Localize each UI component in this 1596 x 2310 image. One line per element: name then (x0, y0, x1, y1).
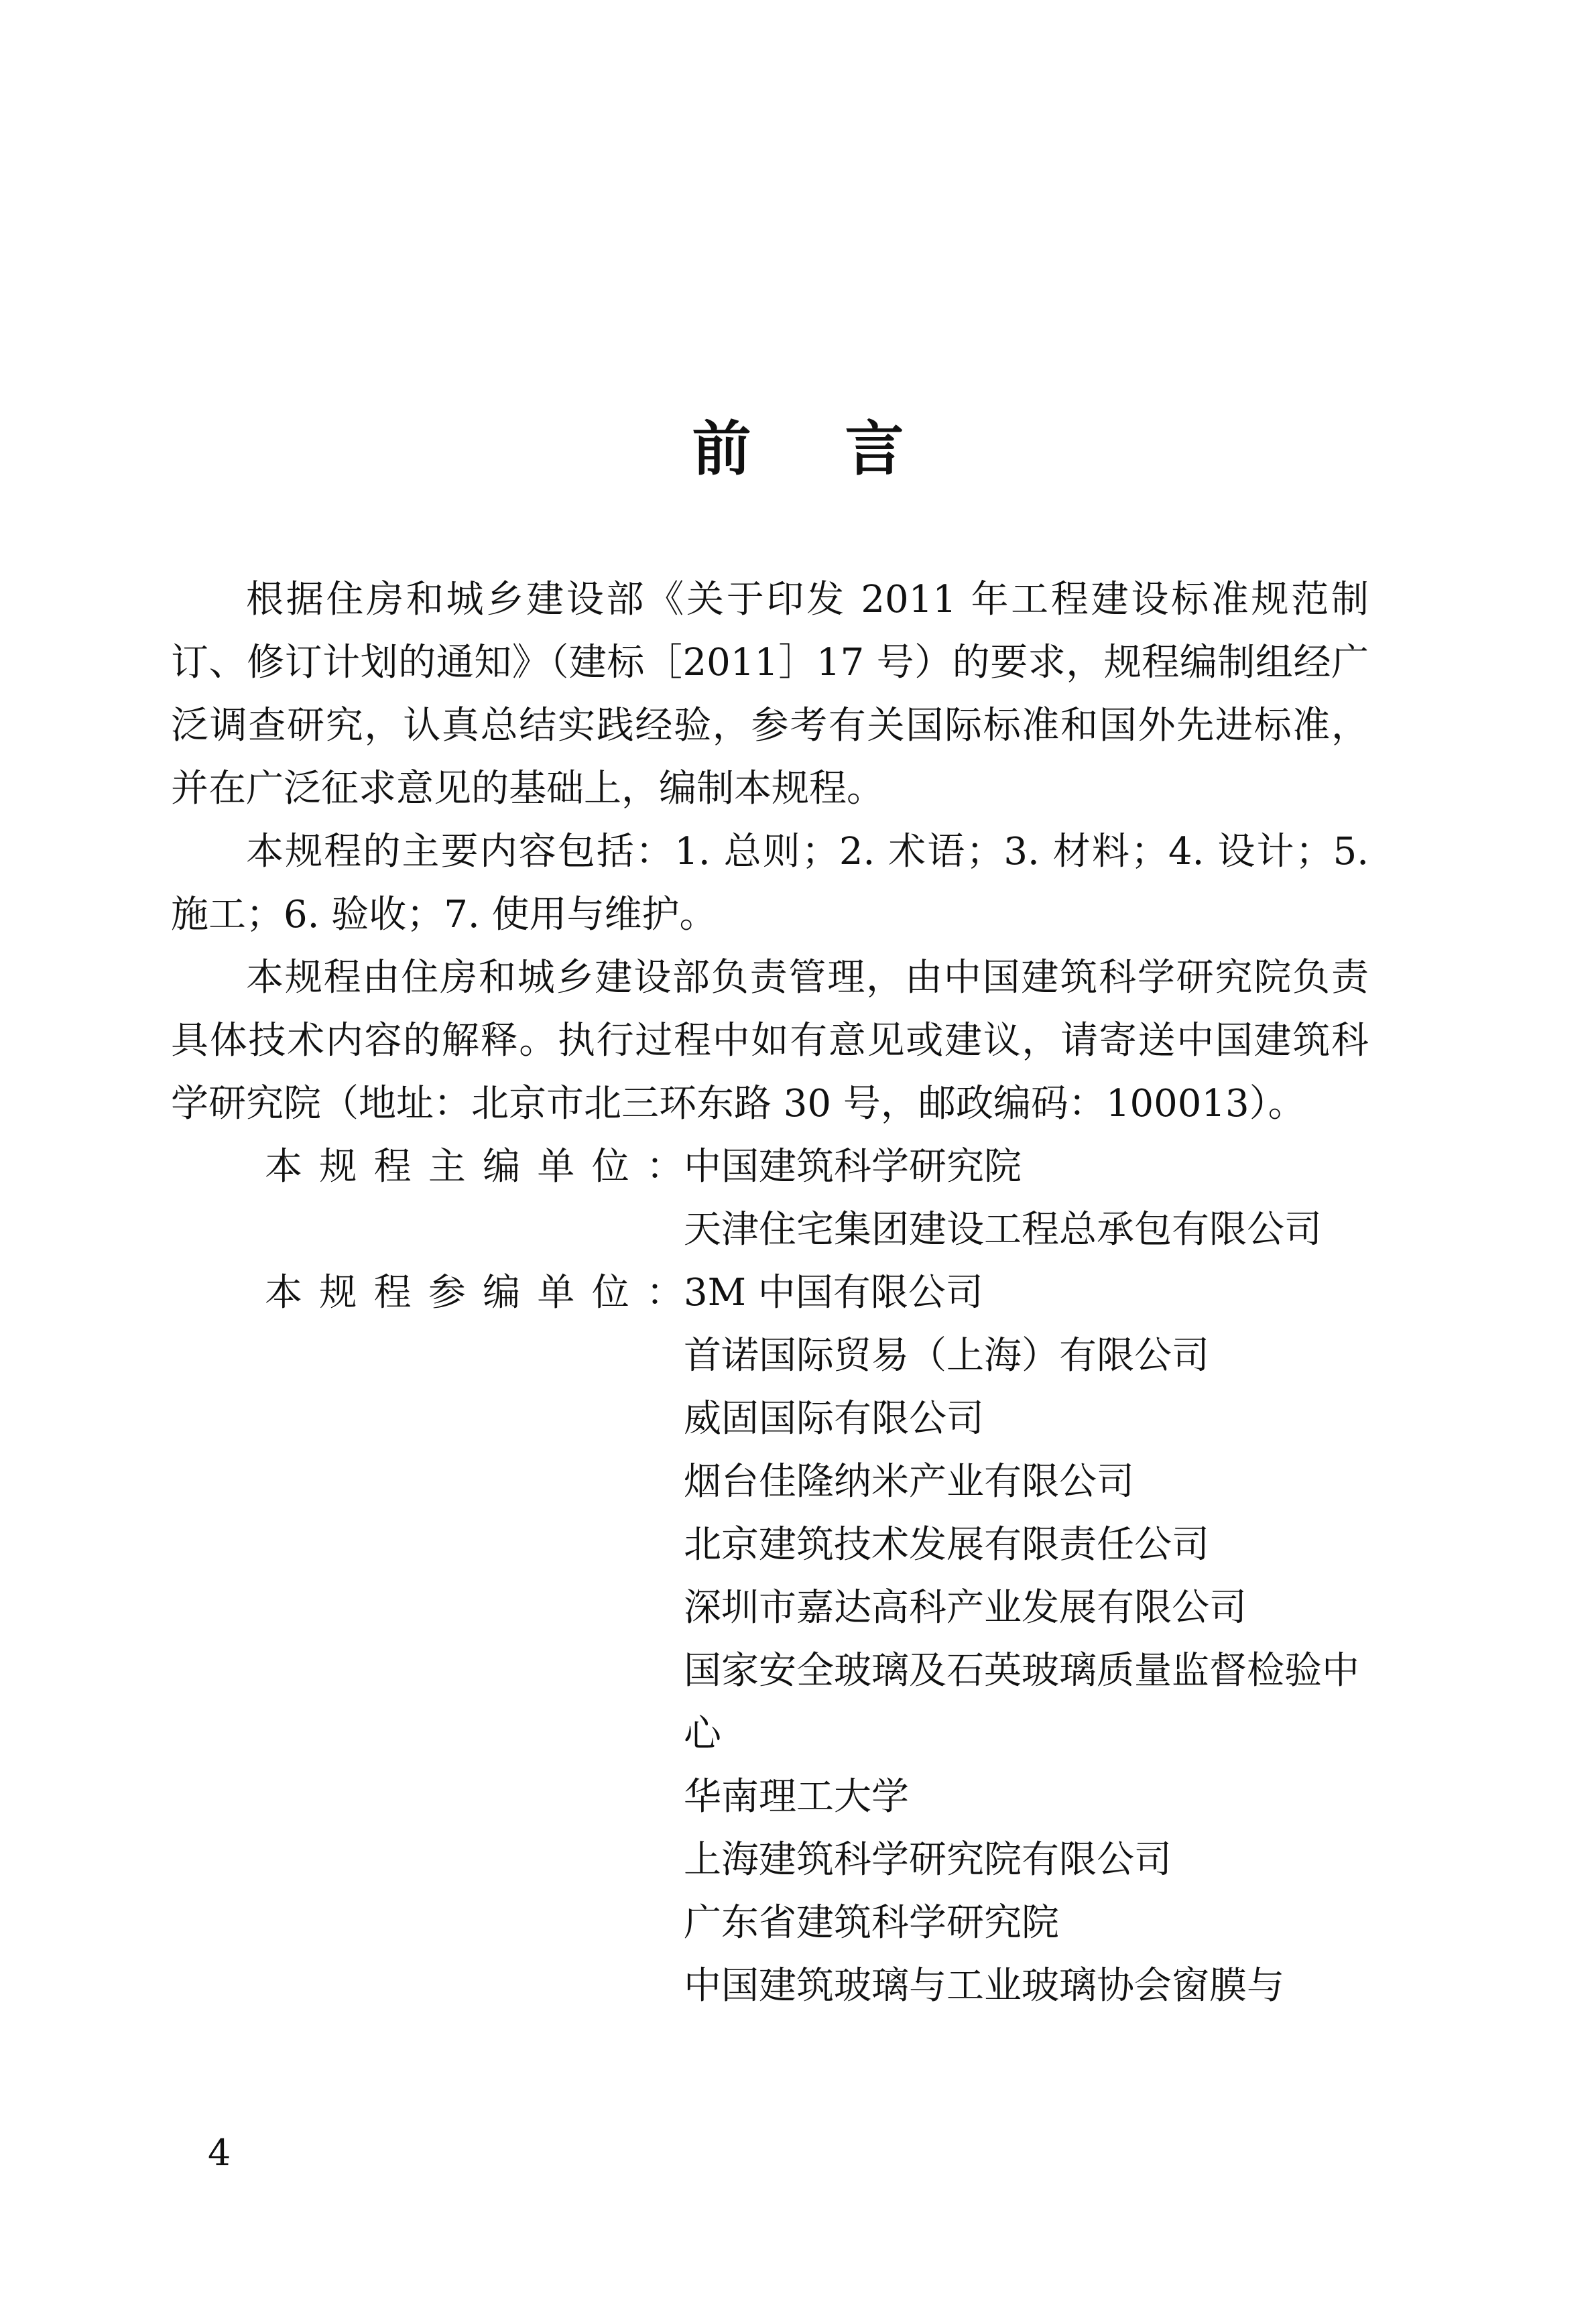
preface-body (171, 568, 1369, 2018)
list-item: 广东省建筑科学研究院 (684, 1901, 1059, 1945)
page-title: 前言 (692, 414, 998, 483)
list-item: 上海建筑科学研究院有限公司 (684, 1838, 1172, 1882)
list-item: 中国建筑玻璃与工业玻璃协会窗膜与 (684, 1964, 1284, 2008)
list-item: 北京建筑技术发展有限责任公司 (684, 1523, 1209, 1567)
paragraph-contents: 本规程的主要内容包括：1. 总则；2. 术语；3. 材料；4. 设计；5. 施工；6. 验收；7. 使用与维护。 (171, 830, 1369, 936)
list-item: 中国建筑科学研究院 (684, 1145, 1022, 1189)
list-item: 烟台佳隆纳米产业有限公司 (684, 1460, 1134, 1504)
list-item: 深圳市嘉达高科产业发展有限公司 (684, 1586, 1247, 1630)
participating-units-row (171, 1262, 1369, 2018)
list-item: 天津住宅集团建设工程总承包有限公司 (684, 1208, 1322, 1252)
paragraph-management: 本规程由住房和城乡建设部负责管理，由中国建筑科学研究院负责具体技术内容的解释。执行过程中如有意见或建议，请寄送中国建筑科学研究院（地址：北京市北三环东路 30 号，邮政编码：100013）。 (171, 956, 1369, 1126)
chief-units-list (684, 1136, 1369, 1262)
page-number: 4 (208, 2132, 231, 2174)
list-item: 国家安全玻璃及石英玻璃质量监督检验中心 (684, 1649, 1359, 1756)
list-item: 华南理工大学 (684, 1775, 909, 1819)
chief-units-row (171, 1136, 1369, 1262)
list-item: 威固国际有限公司 (684, 1397, 984, 1441)
paragraph-basis: 根据住房和城乡建设部《关于印发 2011 年工程建设标准规范制订、修订计划的通知》（建标［2011］17 号）的要求，规程编制组经广泛调查研究，认真总结实践经验，参考有关国际标准和国外先进标准，并在广泛征求意见的基础上，编制本规程。 (171, 578, 1369, 810)
participating-units-label: 本规程参编单位： (265, 1271, 684, 1315)
units-section (171, 1136, 1369, 2018)
list-item: 首诺国际贸易（上海）有限公司 (684, 1334, 1209, 1378)
list-item: 3M 中国有限公司 (684, 1271, 983, 1315)
chief-units-label: 本规程主编单位： (265, 1145, 684, 1189)
participating-units-list (684, 1262, 1369, 2018)
